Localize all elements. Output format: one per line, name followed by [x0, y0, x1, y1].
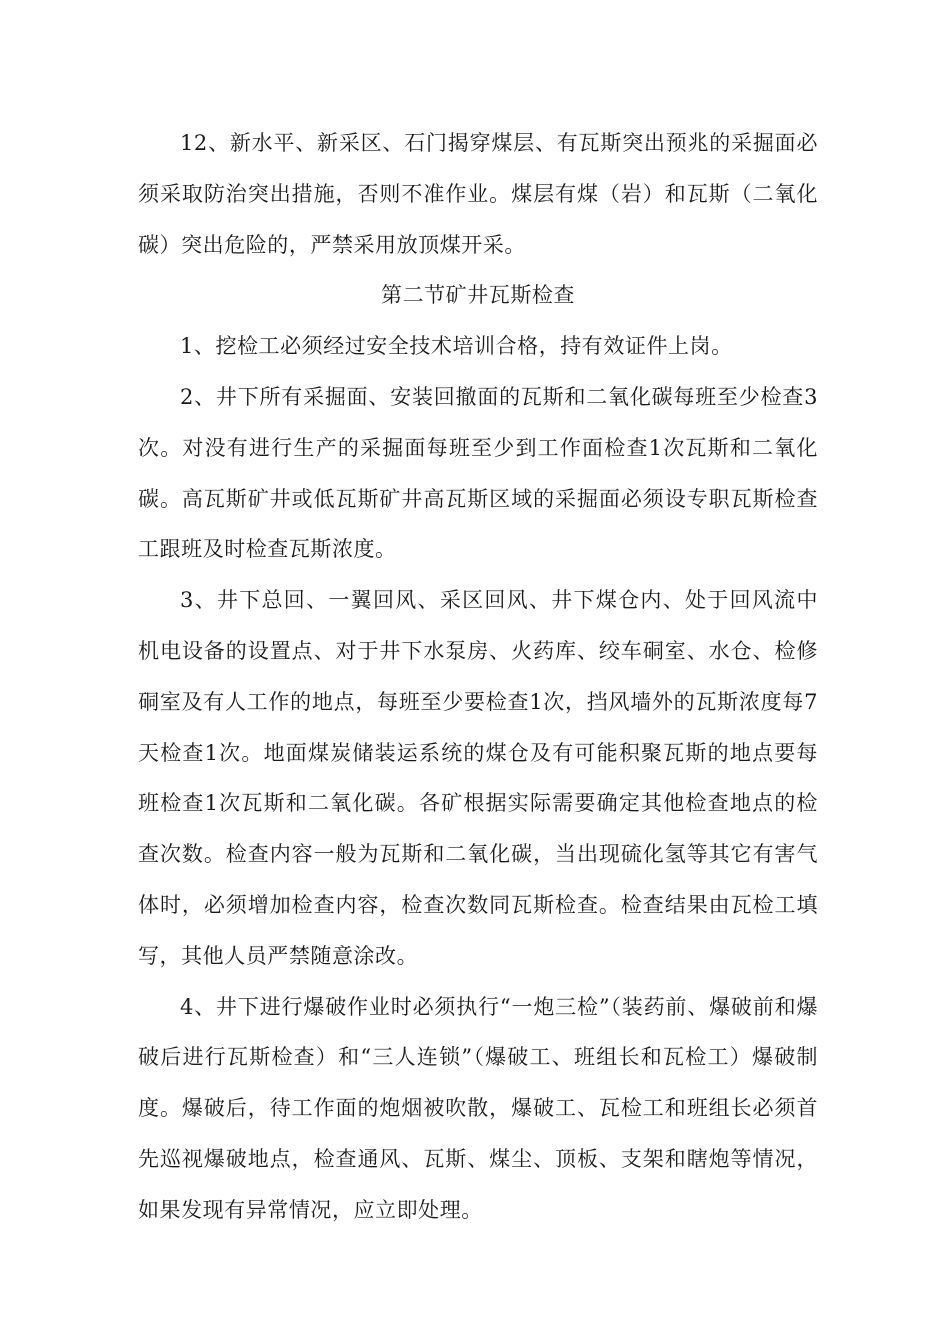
paragraph-item-12: 12、新水平、新采区、石门揭穿煤层、有瓦斯突出预兆的采掘面必须采取防治突出措施，否则不准作业。煤层有煤（岩）和瓦斯（二氧化碳）突出危险的，严禁采用放顶煤开采。: [138, 131, 818, 257]
document-body: [138, 118, 818, 1236]
section-title: 第二节矿井瓦斯检查: [381, 283, 575, 308]
paragraph-item-3: 3、井下总回、一翼回风、采区回风、井下煤仓内、处于回风流中机电设备的设置点、对于井下水泵房、火药库、绞车硐室、水仓、检修硐室及有人工作的地点，每班至少要检查1次，挡风墙外的瓦斯浓度每7天检查1次。地面煤炭储装运系统的煤仓及有可能积聚瓦斯的地点要每班检查1次瓦斯和二氧化碳。各矿根据实际需要确定其他检查地点的检查次数。检查内容一般为瓦斯和二氧化碳，当出现硫化氢等其它有害气体时，必须增加检查内容，检查次数同瓦斯检查。检查结果由瓦检工填写，其他人员严禁随意涂改。: [138, 588, 818, 968]
paragraph-item-2: 2、井下所有采掘面、安装回撤面的瓦斯和二氧化碳每班至少检查3次。对没有进行生产的采掘面每班至少到工作面检查1次瓦斯和二氧化碳。高瓦斯矿井或低瓦斯矿井高瓦斯区域的采掘面必须设专职瓦斯检查工跟班及时检查瓦斯浓度。: [138, 384, 818, 562]
paragraph-item-4: 4、井下进行爆破作业时必须执行“一炮三检”（装药前、爆破前和爆破后进行瓦斯检查）和“三人连锁”（爆破工、班组长和瓦检工）爆破制度。爆破后，待工作面的炮烟被吹散，爆破工、瓦检工和班组长必须首先巡视爆破地点，检查通风、瓦斯、煤尘、顶板、支架和瞎炮等情况，如果发现有异常情况，应立即处理。: [138, 994, 818, 1222]
paragraph-item-1: 1、挖检工必须经过安全技术培训合格，持有效证件上岗。: [180, 334, 733, 359]
